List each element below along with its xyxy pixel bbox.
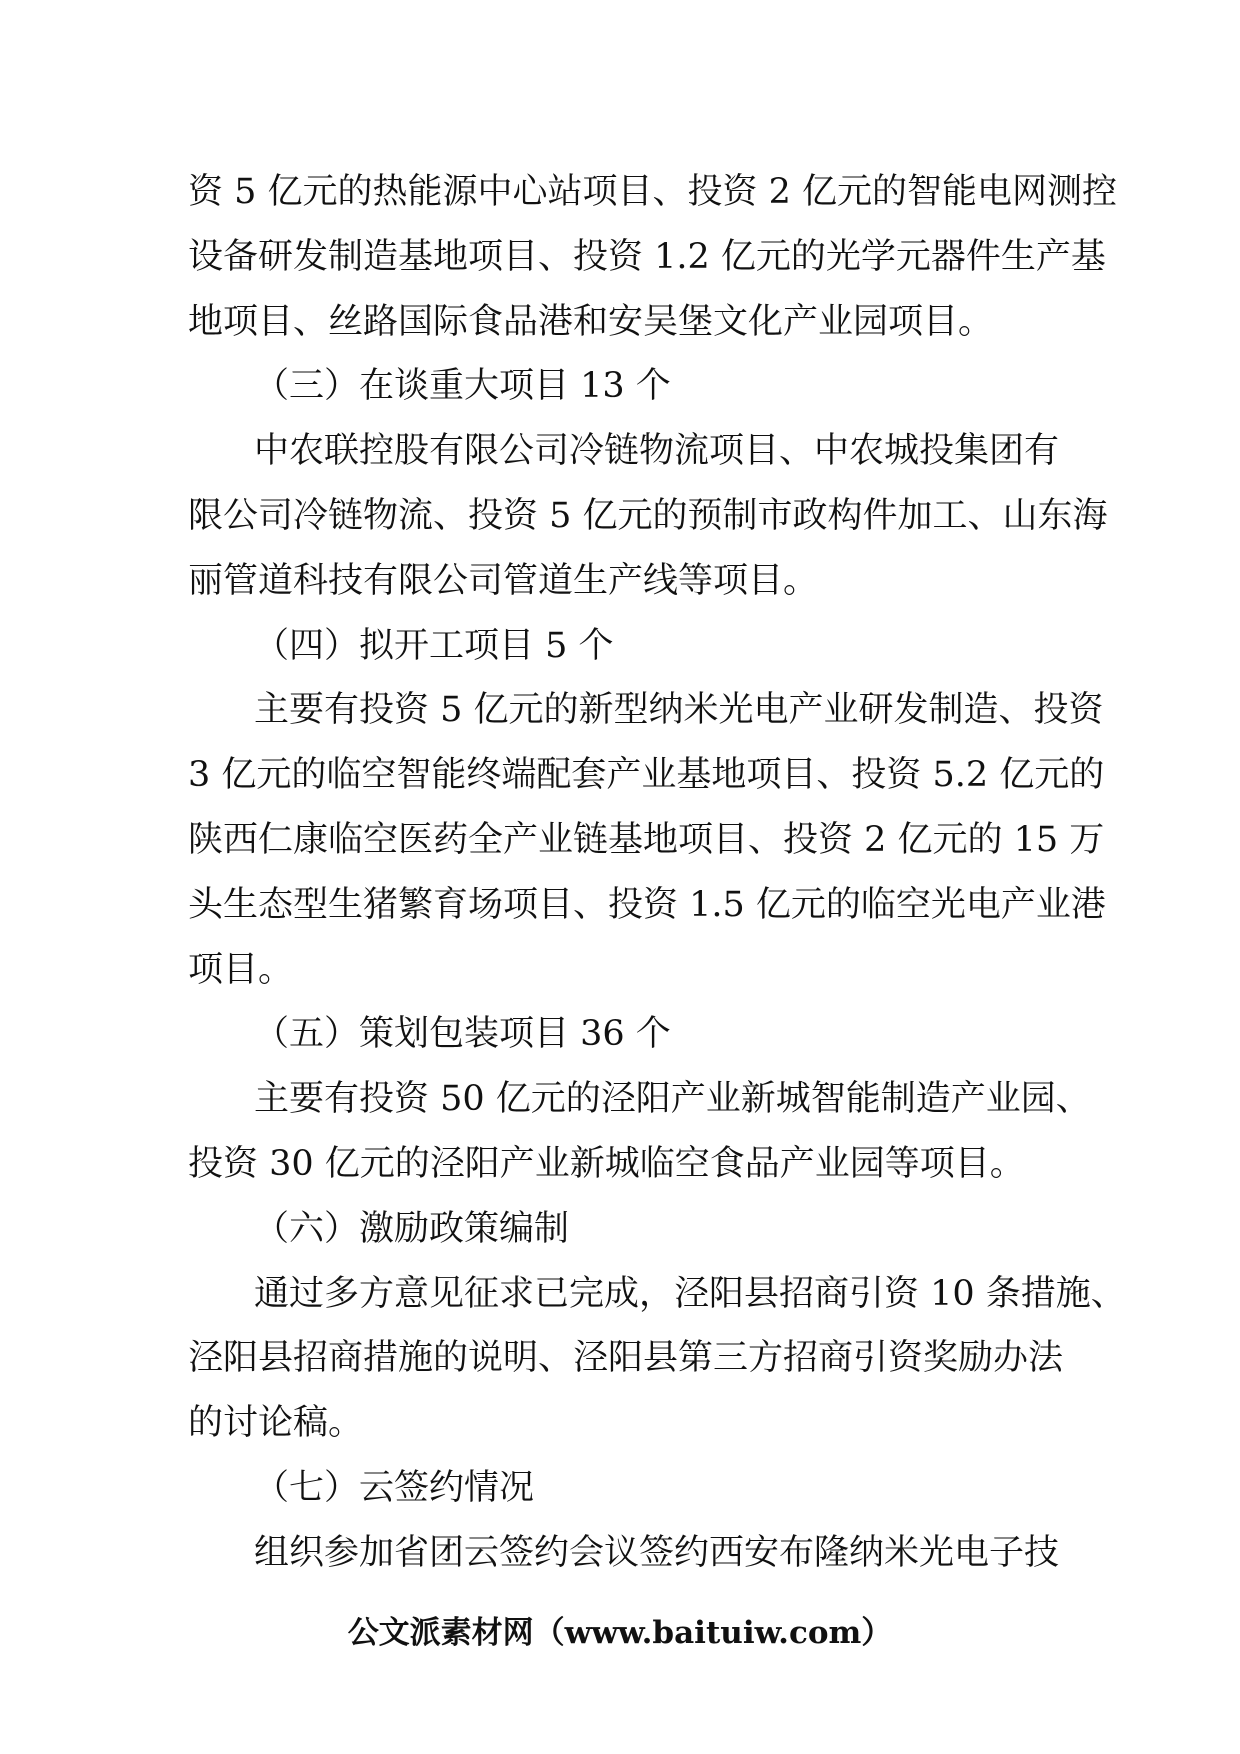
- paragraph-line: 资 5 亿元的热能源中心站项目、投资 2 亿元的智能电网测控: [188, 172, 1118, 212]
- section-heading: （三）在谈重大项目 13 个: [254, 366, 671, 407]
- section-heading: （五）策划包装项目 36 个: [254, 1014, 671, 1055]
- paragraph-line: 主要有投资 5 亿元的新型纳米光电产业研发制造、投资: [254, 690, 1104, 731]
- paragraph-line: 组织参加省团云签约会议签约西安布隆纳米光电子技: [254, 1532, 1060, 1573]
- paragraph-line: 投资 30 亿元的泾阳产业新城临空食品产业园等项目。: [188, 1143, 1025, 1184]
- section-heading: （四）拟开工项目 5 个: [254, 625, 614, 666]
- paragraph-line: 陕西仁康临空医药全产业链基地项目、投资 2 亿元的 15 万: [188, 819, 1105, 860]
- paragraph-line: 主要有投资 50 亿元的泾阳产业新城智能制造产业园、: [254, 1079, 1091, 1120]
- footer-watermark-text: 公文派素材网（www.baituiw.com）: [347, 1615, 893, 1651]
- paragraph-line: 泾阳县招商措施的说明、泾阳县第三方招商引资奖励办法: [188, 1338, 1064, 1379]
- document-body: [188, 160, 1126, 1586]
- paragraph-line: 的讨论稿。: [188, 1403, 364, 1444]
- paragraph-line: 地项目、丝路国际食品港和安吴堡文化产业园项目。: [188, 301, 994, 342]
- paragraph-line: 头生态型生猪繁育场项目、投资 1.5 亿元的临空光电产业港: [188, 884, 1106, 925]
- paragraph-line: 3 亿元的临空智能终端配套产业基地项目、投资 5.2 亿元的: [188, 755, 1105, 796]
- paragraph-line: 项目。: [188, 949, 294, 990]
- paragraph-line: 设备研发制造基地项目、投资 1.2 亿元的光学元器件生产基: [188, 236, 1106, 277]
- paragraph-line: 丽管道科技有限公司管道生产线等项目。: [188, 560, 819, 601]
- paragraph-line: 中农联控股有限公司冷链物流项目、中农城投集团有: [254, 431, 1060, 472]
- paragraph-line: 限公司冷链物流、投资 5 亿元的预制市政构件加工、山东海: [188, 495, 1108, 536]
- section-heading: （六）激励政策编制: [254, 1208, 570, 1249]
- paragraph-line: 通过多方意见征求已完成，泾阳县招商引资 10 条措施、: [254, 1273, 1126, 1314]
- section-heading: （七）云签约情况: [254, 1467, 535, 1508]
